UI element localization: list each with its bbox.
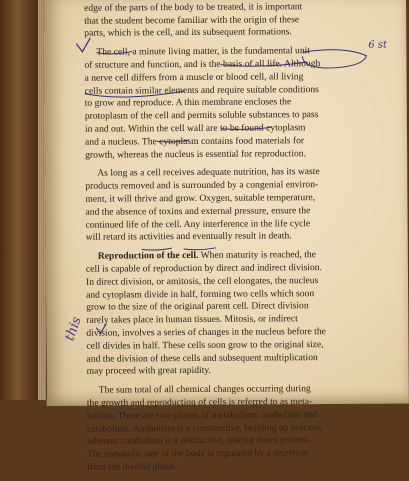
text-line: The sum total of all chemical changes occurring during — [98, 383, 311, 396]
text-line: of structure and function, and is the basis of all life. Although — [84, 58, 321, 71]
paragraph-reproduction — [86, 249, 409, 379]
text-line: cells contain similar elements and require suitable conditions — [84, 83, 319, 97]
text-line: The metabolic rate of the body is regulated by a secretion — [87, 447, 308, 460]
text-line: When maturity is reached, the — [198, 249, 316, 262]
text-line: cell is capable of reproduction by direct and indirect division. — [85, 262, 322, 275]
text-line: that the student become familiar with the origin of these — [84, 13, 300, 27]
text-line: division, involves a series of changes in the nucleus before the — [86, 325, 326, 339]
text-line: a nerve cell differs from a muscle or blood cell, all living — [84, 70, 304, 84]
text-line: cell divides in half. These cells soon grow to the original size, — [86, 338, 324, 352]
text-line: and a nucleus. The cytoplasm contains food materials for — [84, 134, 305, 148]
text-line: and the division of these cells and subsequent multiplication — [86, 351, 318, 365]
text-line: growth, whereas the nucleus is essential for reproduction. — [85, 147, 307, 161]
text-line: continued life of the cell. Any interference in the life cycle — [85, 217, 311, 231]
paragraph-cell — [84, 45, 407, 162]
text-line: ment, it will thrive and grow. Oxygen, suitable temperature, — [85, 192, 316, 205]
text-line: to grow and reproduce. A thin membrane encloses the — [84, 96, 292, 110]
text-line: bolism. There are two phases of metabolism; anabolism and — [86, 408, 318, 422]
text-line: whereas catabolism is a destructive, tearing down process. — [87, 434, 312, 448]
margin-note-top-right: 6 st — [368, 39, 388, 51]
text-line: may proceed with great rapidity. — [86, 365, 211, 378]
text-line: In direct division, or amitosis, the cell elongates, the nucleus — [85, 274, 319, 288]
text-line: The cell, a minute living matter, is the fundamental unit — [96, 45, 310, 58]
margin-note-bottom-left: this — [62, 314, 85, 343]
text-line: edge of the parts of the body to be treated, it is important — [84, 0, 303, 14]
text-line: and the absence of toxins and external pressure, ensure the — [85, 204, 311, 218]
text-line: and cytoplasm divide in half, forming two cells which soon — [86, 287, 315, 301]
text-line: grow to the size of the original parent cell. Direct division — [86, 300, 309, 314]
text-line: As long as a cell receives adequate nutrition, has its waste — [97, 166, 320, 179]
text-line: from the thyroid gland. — [87, 460, 177, 473]
book-page — [44, 0, 409, 473]
section-heading: Reproduction of the cell. — [97, 250, 199, 262]
text-line: the growth and reproduction of cells is referred to as meta- — [86, 396, 313, 409]
text-line: in and out. Within the cell wall are to be found cytoplasm — [84, 122, 306, 135]
text-line: catabolism. Anabolism is a constructive, building up process, — [86, 421, 323, 435]
paragraph-metabolism — [87, 383, 409, 475]
text-line: will retard its activities and eventually result in death. — [85, 230, 292, 244]
text-line: products removed and is surrounded by a congenial environ- — [85, 179, 319, 192]
paragraph-nutrition — [85, 166, 408, 245]
text-line: parts, which is the cell, and its subsequent formations. — [84, 26, 292, 40]
page-text — [84, 0, 409, 480]
text-line: rarely takes place in human tissues. Mitosis, or indirect — [86, 313, 298, 326]
text-line: protoplasm of the cell and permits soluble substances to pass — [84, 109, 319, 122]
paragraph-intro — [84, 0, 406, 41]
